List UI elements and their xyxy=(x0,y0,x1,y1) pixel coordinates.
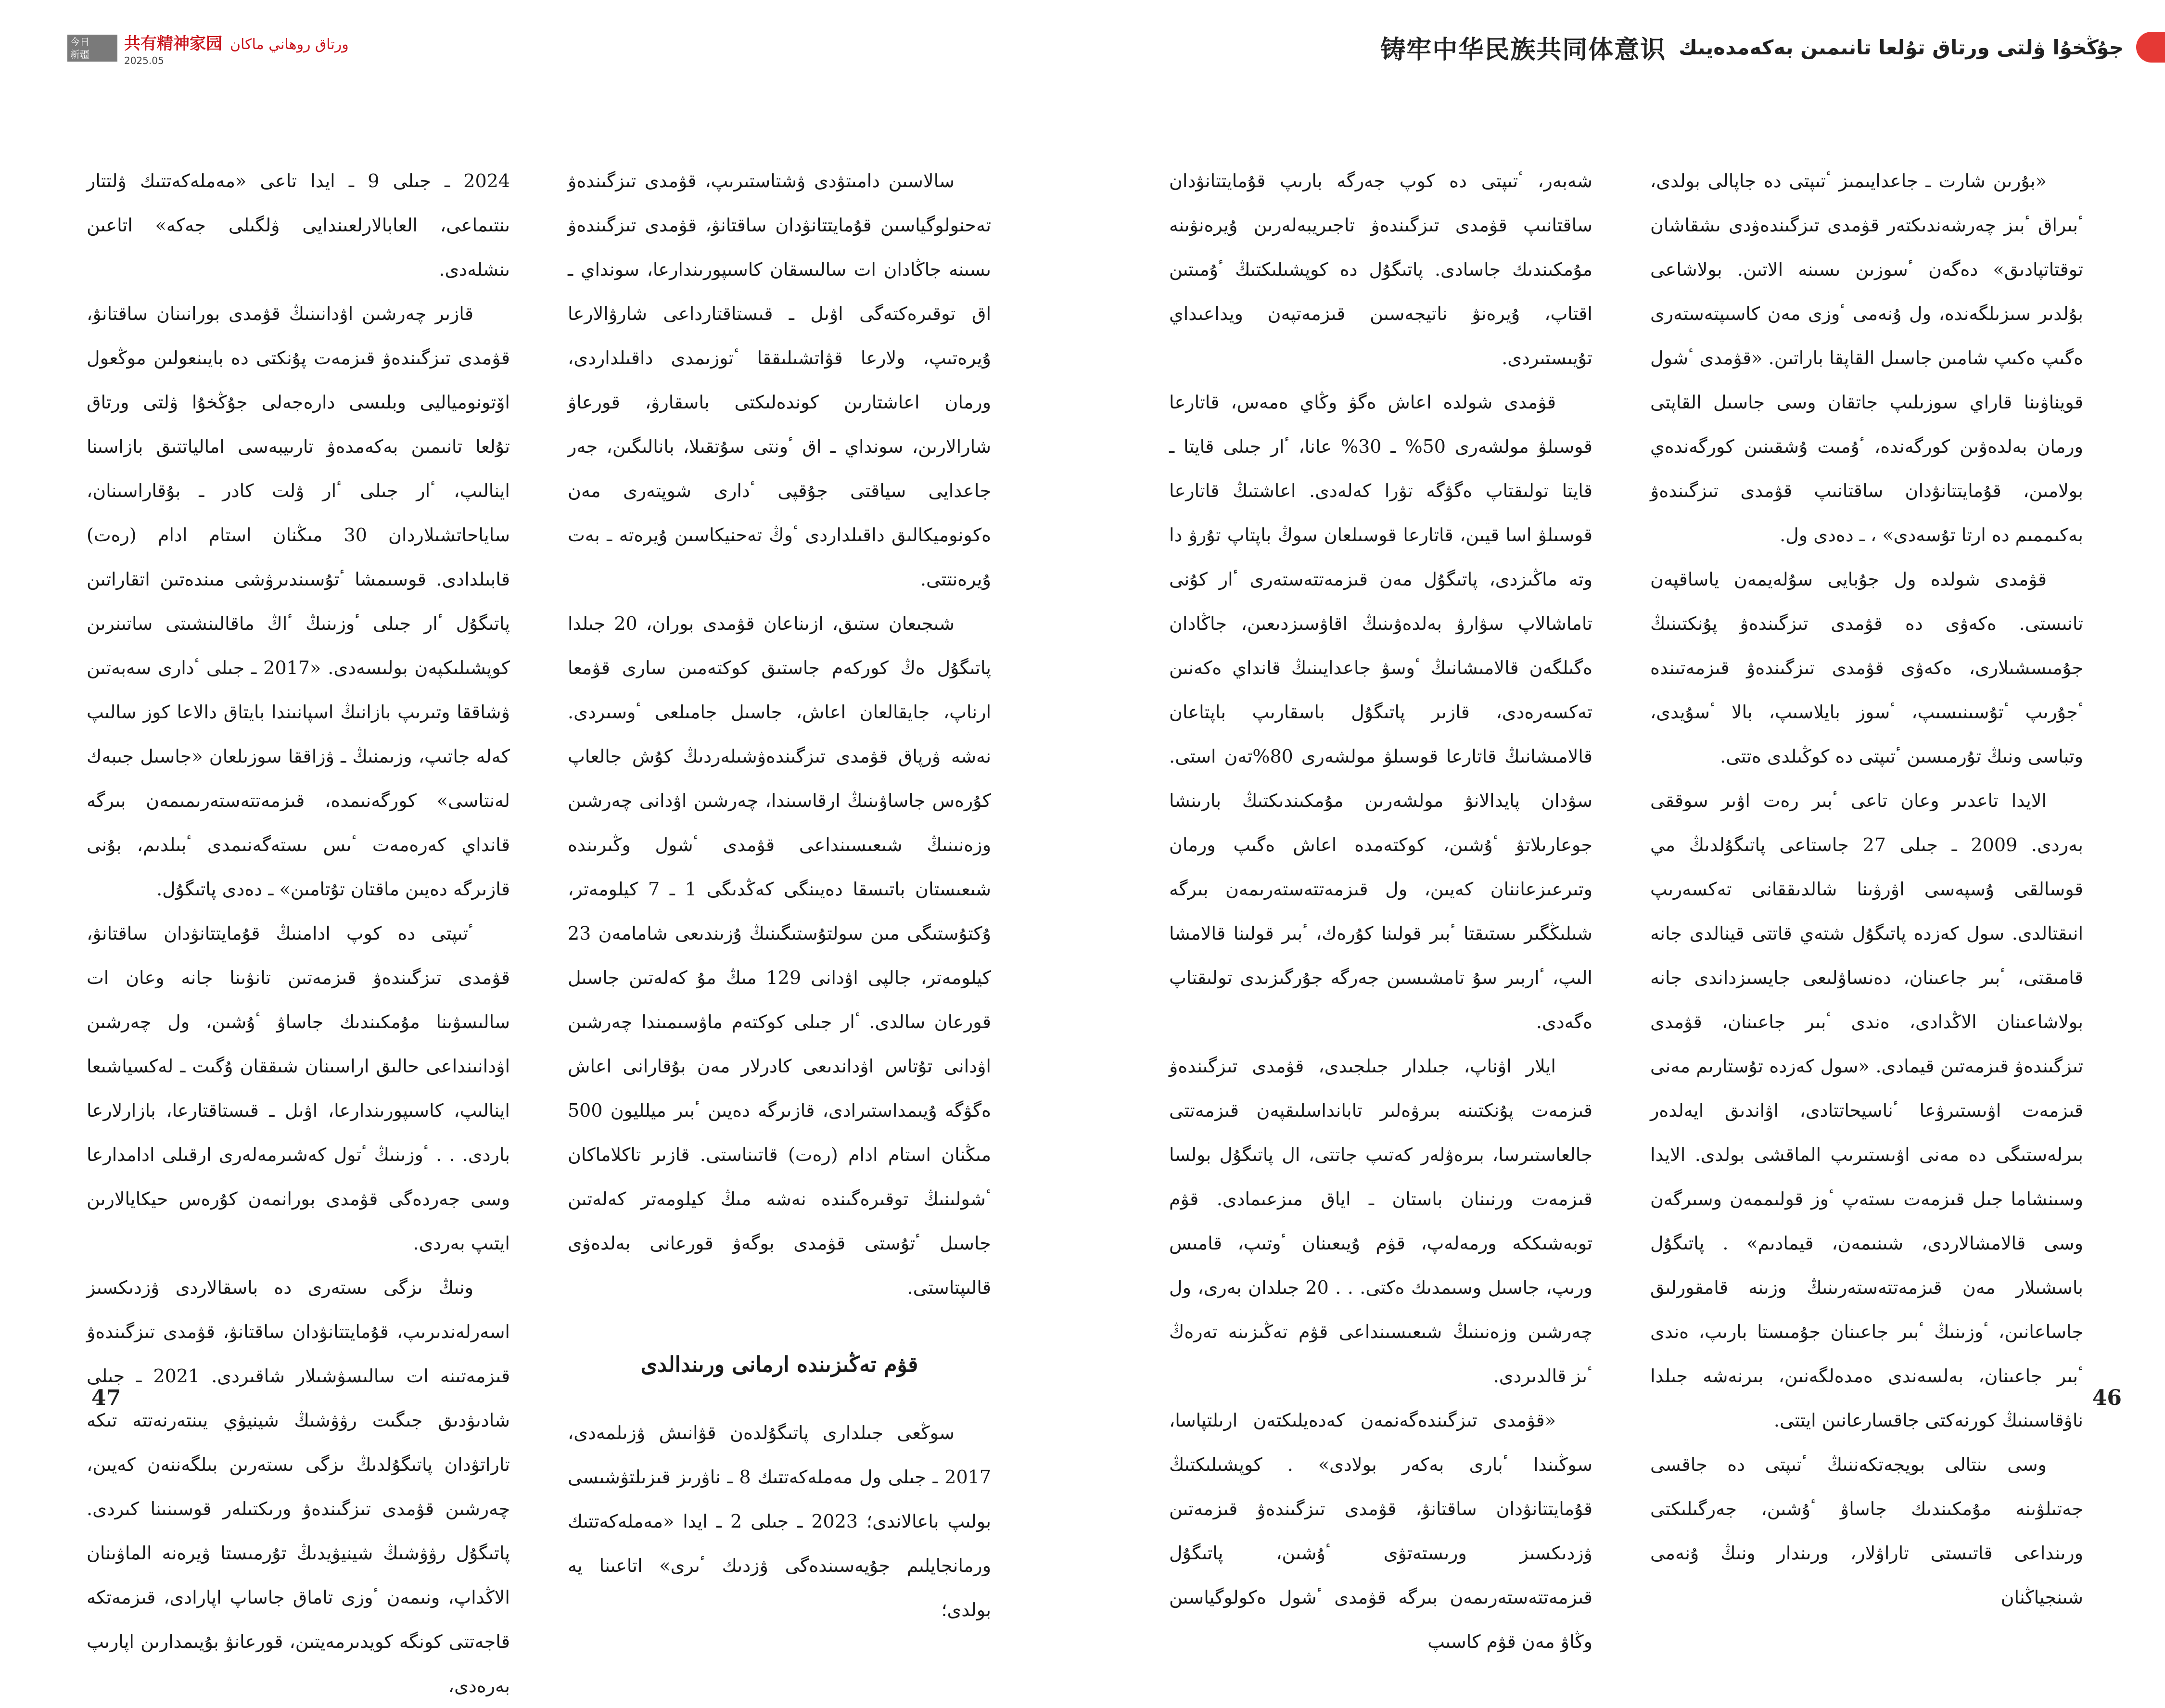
left-page-column-1 xyxy=(568,159,992,1620)
paragraph: «قۋمدى تىزگىندەگەنمەن كەدەيلىكتەن ارىلتپاسا، سوڭىندا ٴبارى بەكەر بولادى» . كوپشىلىكتىڭ قۇمايتتانۋدان ساقتانۋ، قۋمدى تىزگىندەۋ قىزمەتىن ۋزدىكسىز ورىستەتۋى ٴۇشىن، پاتىگۇل قىزمەتتەستەرىمەن بىرگە قۋمدى ٴشول ەكولوگياسىن وڭاۋ مەن قۋم كاسىپ xyxy=(1169,1410,1592,1652)
magazine-title-ug: ورتاق روھاني ماكان xyxy=(230,36,349,53)
paragraph: وسى ىنتالى بويجەتكەننىڭ ٴتىپتى دە جاقسى جەتىلۋىنە مۇمكىندىك جاساۋ ٴۇشىن، جەرگىلىكتى ورىنداعى قاتىستى تاراۋلار، ورىندار ونىڭ ۇنەمى شىنجياڭنان xyxy=(1650,1454,2083,1608)
logo-line2: 新疆 xyxy=(70,49,89,60)
right-page-column-1 xyxy=(1650,159,2083,1608)
paragraph: ونىڭ ىزگى ىستەرى دە باسقالاردى ۋزدىكسىز اسەرلەندىرىپ، قۇمايتتانۋدان ساقتانۋ، قۋمدى تىزگىندەۋ قىزمەتىنە ات سالىسۋشىلار شاقىردى. 2021 ـ جىلى شادىۋدىق جىگىت رۋۋشىڭ شينيۋي يىنتەرنەتتە تىكە تاراتۋدان پاتىگۇلدىڭ ىزگى ىستەرىن بىلگەننەن كەيىن، چەرشىن قۋمدى تىزگىندەۋ ورىكتىلەر قوسىنىنا كىردى. پاتىگۇل رۋۋشىڭ شينيۋيدىڭ تۇرمىستا ۋيرەنە الماۋىنان الاڭداپ، ونىمەن ٴوزى تاماق جاساپ اپارادى، قىزمەتكە قاجەتتى كونگە كويدىرمەيتىن، قورعانۋ بۇيىمدارىن اپارىپ بەرەدى، xyxy=(87,1277,510,1696)
logo-line1: 今日 xyxy=(70,36,89,48)
paragraph: شىجىعان ستىق، ازىناعان قۋمدى بوران، 20 جىلدا پاتىگۇل ەڭ كوركەم جاستىق كوكتەمىن سارى قۋمعا ارناپ، جايقالعان اعاش، جاسىل جامىلعى ٴوسىردى. نەشە ۋرپاق قۋمدى تىزگىندەۋشىلەردىڭ كۇش جالعاپ كۇرەس جاساۋىنىڭ ارقاسىندا، چەرشىن اۋدانى چەرشىن وزەنىنىڭ شىعىسىنداعى قۋمدى ٴشول وڭىرىندە شىعىستان باتىسقا دەيىنگى كەڭدىگى 1 ـ 7 كيلومەتر، ۇكتۇستىگى مىن سولتۇستىگىنىڭ ۇزىندىعى شامامەن 23 كيلومەتر، جالپى اۋدانى 129 مىڭ مۇ كەلەتىن جاسىل قورعان سالدى. ٴار جىلى كوكتەم ماۋسىمىندا چەرشىن اۋدانى تۇتاس اۋداندىعى كادرلار مەن بۇقارانى اعاش ەگۋگە ۇيىمداستىرادى، قازىرگە دەيىن ٴبىر ميلليون 500 مىڭنان استام ادام (رەت) قاتىناستى. قازىر تاكلاماكان ٴشولىنىڭ توقىرەگىندە نەشە مىڭ كيلومەتر كەلەتىن جاسىل ٴتۇستى قۋمدى بوگەۋ قورعانى بەلدەۋى قالىپتاستى. xyxy=(568,613,992,1298)
left-page xyxy=(0,0,1082,1696)
paragraph: شەبەر، ٴتىپتى دە كوپ جەرگە بارىپ قۇمايتتانۋدان ساقتانىپ قۋمدى تىزگىندەۋ تاجىريبەلەرىن ۇيرەنۋىنە مۇمكىندىك جاسادى. پاتىگۇل دە كوپشىلىكتىڭ ٴۇمىتىن اقتاپ، ۇيرەنۋ ناتيجەسىن قىزمەتپەن ويداعىداي تۇيىستىردى. xyxy=(1169,170,1592,369)
right-page xyxy=(1082,0,2165,1652)
page-number-right: 46 xyxy=(2092,1386,2122,1410)
magazine-logo xyxy=(67,35,117,62)
section-title-cn: 铸牢中华民族共同体意识 xyxy=(1380,35,1667,64)
paragraph: الايدا تاعدىر وعان تاعى ٴبىر رەت اۋىر سوققى بەردى. 2009 ـ جىلى 27 جاستاعى پاتىگۇلدىڭ مي قوسالقى ۇسپەسى اۋرۋىنا شالدىققانى تەكسەرىپ انىقتالدى. سول كەزدە پاتىگۇل شتەي قاتتى قينالدى جانە قامىقتى، ٴبىر جاعىنان، دەنساۋلىعى جايسىزداندى جانە بولاشاعىنان الاڭدادى، ەندى ٴبىر جاعىنان، قۋمدى تىزگىندەۋ قىزمەتىن قيمادى. «سول كەزدە تۇستارىم مەنى قىزمەت اۋىستىرۋعا ٴناسيحاتتادى، اۋاندىق ايەلدەر بىرلەستىگى دە مەنى اۋىستىرىپ الماقشى بولدى. الايدا وسىنشاما جىل قىزمەت ىستەپ ٴوز قولىممەن وسىرگەن وسى قالامشالاردى، شىنىمەن، قيمادىم» . پاتىگۇل باسشىلار مەن قىزمەتتەستەرىنىڭ وزىنە قامقورلىق جاساعانىن، ٴوزىنىڭ ٴبىر جاعىنان جۇمىستا بارىپ، ەندى ٴبىر جاعىنان، بەلسەندى ەمدەلگەنىن، بىرنەشە جىلدا ناۋقاسىنىڭ كورنەكتى جاقسارعانىن ايتتى. xyxy=(1650,790,2083,1431)
issue-date: 2025.05 xyxy=(124,54,164,66)
paragraph: ايلار اۋناپ، جىلدار جىلجىدى، قۋمدى تىزگىندەۋ قىزمەت پۇنكتىنە بىرۋەلىر تابانداسلىقپەن قىزمەتتى جالعاستىرسا، بىرەۋلەر كەتىپ جاتتى، ال پاتىگۇل بولسا قىزمەت ورنىنان باستان ـ اياق مىزعىمادى. قۋم توبەشىككە ورمەلەپ، قۋم ۇيىعىنان ٴوتىپ، قامىس ورىپ، جاسىل وسىمدىك ەكتى. . . 20 جىلدان بەرى، ول چەرشىن وزەنىنىڭ شىعىسىنداعى قۋم تەڭىزىنە تەرەڭ ٴىز قالدىردى. xyxy=(1169,1056,1592,1387)
paragraph: قۋمدى شولدە ول جۇبايى سۇلەيمەن ياساقپەن تانىستى. ەكەۋى دە قۋمدى تىزگىندەۋ پۇنكتىنىڭ جۇمىسشىلارى، ەكەۋى قۋمدى تىزگىندەۋ قىزمەتىندە ٴجۇرىپ ٴتۇسىنىسىپ، ٴسوز بايلاسىپ، بالا ٴسۇيدى، وتباسى ونىڭ تۇرمىسىن ٴتىپتى دە كوڭىلدى ەتتى. xyxy=(1650,569,2083,767)
left-page-column-2 xyxy=(87,159,510,1696)
paragraph: سالاسىن دامىتۋدى ۋشتاستىرىپ، قۋمدى تىزگىندەۋ تەحنولوگياسىن قۇمايتتانۋدان ساقتانۋ، قۋمدى تىزگىندەۋ ىسىنە جاڭادان ات سالىسقان كاسىپورىندارعا، سونداي ـ اق توقىرەكتەگى اۋىل ـ قىستاقتارداعى شارۋالارعا ۇيرەتىپ، ولارعا قۋاتشىلىققا ٴتوزىمدى داقىلداردى، ورمان اعاشتارىن كوندەلىكتى باسقارۋ، قورعاۋ شارالارىن، سونداي ـ اق ٴونتى سۇتقىلا، بانالىگىن، جەر جاعدايى سياقتى جۇقپى ٴدارى شوپتەرى مەن ەكونوميكالىق داقىلداردى ٴوڭ تەحنيكاسىن ۇيرەتە ـ بەت ۇيرەنتتى. xyxy=(568,170,991,590)
page-number-left: 47 xyxy=(91,1386,121,1410)
right-page-column-2 xyxy=(1169,159,1593,1652)
section-header xyxy=(1380,28,2136,66)
paragraph: قازىر چەرشىن اۋدانىنىڭ قۋمدى بورانىنان ساقتانۋ، قۋمدى تىزگىندەۋ قىزمەت پۇنكتى دە بايىنعولىن موڭعول اۆتونومياليى وبلىسى دارەجەلى جۇڭخۇا ۋلتى ورتاق تۇلعا تانىمىن بەكەمدەۋ تارىيبەسى امالياتتىق بازاسىنا اينالىپ، ٴار جىلى ٴار ۋلت كادر ـ بۇقاراسىنان، ساياحاتشىلاردان 30 مىڭنان استام ادام (رەت) قابىلدادى. قوسىمشا ٴتۇسىندىرۋشى مىندەتىن اتقاراتىن پاتىگۇل ٴار جىلى ٴوزىنىڭ ٴاڭ ماقالىنشىتى ساتىنرىن كوپشىلىكپەن بولىسەدى. «2017 ـ جىلى ٴدارى سەبەتىن ۋشاققا وتىرىپ بازانىڭ اسپانىندا بايتاق دالاعا كوز سالىپ كەلە جاتىپ، وزىمنىڭ ـ ۋزاققا سوزىلعان «جاسىل جىبەك لەنتاسى» كورگەنىمدە، قىزمەتتەستەرىمىمەن بىرگە قانداي كەرەمەت ٴىس ىستەگەنىمدى ٴبىلدىم، بۇنى قازىرگە دەيىن ماقتان تۇتامىن» ـ دەدى پاتىگۇل. xyxy=(87,303,510,900)
magazine-header xyxy=(67,34,349,66)
section-title-ug: جۇڭخۇا ۋلتى ورتاق تۇلعا تانىمىن بەكەمدەيىك xyxy=(1679,35,2124,59)
paragraph: سوڭعى جىلدارى پاتىگۇلدەن قۋانىش ۋزىلمەدى، 2017 ـ جىلى ول مەملەكەتتىك 8 ـ ناۋرىز قىزىلتۋشىسى بولىپ باعالاندى؛ 2023 ـ جىلى 2 ـ ايدا «مەملەكەتتىك ورمانجايلىم جۇيەسىندەگى ۋزدىك ٴىرى» اتاعىنا يە بولدى؛ xyxy=(568,1422,992,1620)
magazine-title-block xyxy=(124,30,349,66)
section-title: قۋم تەڭىزىندە ارمانى ورىندالدى xyxy=(640,1352,918,1377)
paragraph: 2024 ـ جىلى 9 ـ ايدا تاعى «مەملەكەتتىك ۋلتتار ىنتىماعى، العابالارلعىندايى ۋلگىلى جەكە» اتاعىن ىنشلەدى. xyxy=(87,170,510,280)
paragraph: قۋمدى شولدە اعاش ەگۋ وڭاي ەمەس، قاتارعا قوسىلۋ مولشەرى 50% ـ 30% عانا، ٴار جىلى قايتا ـ قايتا تولىقتاپ ەگۋگە تۋرا كەلەدى. اعاشتىڭ قاتارعا قوسىلۋ اسا قيىن، قاتارعا قوسىلعان سوڭ باپتاپ تۇرۋ دا وتە ماڭىزدى، پاتىگۇل مەن قىزمەتتەستەرى ٴار كۇنى تاماشالاپ سۋارۋ بەلدەۋىنىڭ اقاۋسىزدىعىن، جاڭادان ەگىلگەن قالامىشانىڭ ٴوسۋ جاعدايىنىڭ قانداي ەكەنىن تەكسەرەدى، قازىر پاتىگۇل باسقارىپ باپتاعان قالامىشانىڭ قاتارعا قوسىلۋ مولشەرى 80%تەن استى. سۋدان پايدالانۋ مولشەرىن مۇمكىندىكتىڭ بارىنشا جوعارىلاتۋ ٴۇشىن، كوكتەمدە اعاش ەگىپ ورمان وتىرعىزعاننان كەيىن، ول قىزمەتتەستەرىمەن بىرگە شىلىڭگىر ىستىقتا ٴبىر قولىنا كۇرەك، ٴبىر قولىنا قالامشا الىپ، ٴاربىر سۇ تامشىسىن جەرگە جۇرگىزىدى تولىقتاپ ەگەدى. xyxy=(1169,392,1593,1032)
paragraph: ٴتىپتى دە كوپ ادامنىڭ قۇمايتتانۋدان ساقتانۋ، قۋمدى تىزگىندەۋ قىزمەتىن تانۋىنا جانە وعان ات سالىسۋىنا مۇمكىندىك جاساۋ ٴۇشىن، ول چەرشىن اۋدانىنداعى حالىق اراسىنان شىققان ۇگىت ـ لەكسياشىعا اينالىپ، كاسىپورىندارعا، اۋىل ـ قىستاقتارعا، بازارلارعا باردى. . . ٴوزىنىڭ ٴتول كەشىرمەلەرى ارقىلى ادامدارعا وسى جەردەگى قۋمدى بورانمەن كۇرەس حيكايالارىن ايتىپ بەردى. xyxy=(87,923,510,1254)
red-tab-marker xyxy=(2136,32,2165,63)
paragraph: «بۇرىن شارت ـ جاعدايىمىز ٴتىپتى دە جاپالى بولدى، ٴبىراق ٴبىز چەرشەندىكتەر قۋمدى تىزگىندەۋدى ىشقاشان توقتاتپادىق» دەگەن ٴسوزىن ىسىنە الاتىن. بولاشاعى بۇلدىر سىزىلگەندە، ول ۇنەمى ٴوزى مەن كاسىپتەستەرى ەگىپ ەكىپ شامىن جاسىل القاپقا باراتىن. «قۋمدى ٴشول قويناۋىنا قاراي سوزىلىپ جاتقان وسى جاسىل القاپتى ورمان بەلدەۋىن كورگەندە، ٴۇمىت ۇشقىنىن كورگەندەي بولامىن، قۇمايتتانۋدان ساقتانىپ قۋمدى تىزگىندەۋ بەكىممىم دە ارتا تۇسەدى» ، ـ دەدى ول. xyxy=(1650,170,2083,546)
magazine-title-cn: 共有精神家园 xyxy=(124,34,222,53)
